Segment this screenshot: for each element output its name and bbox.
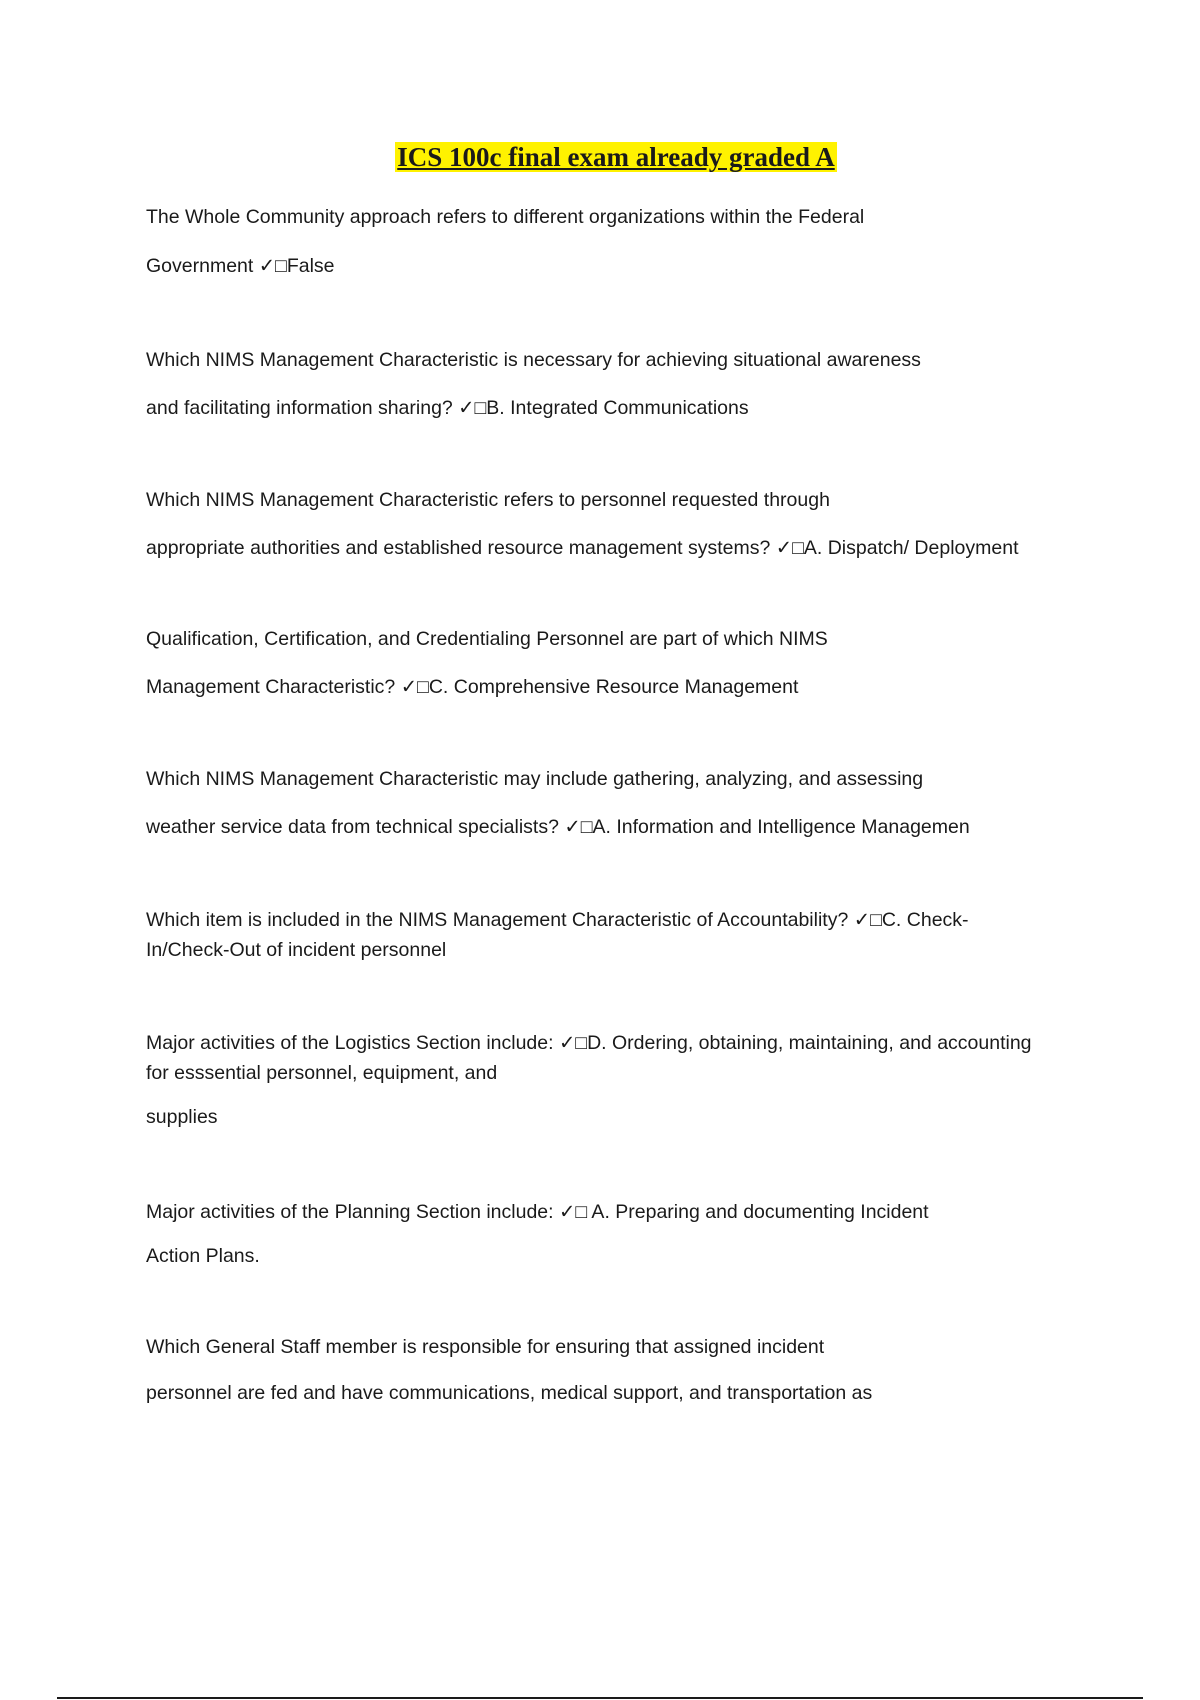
q1-line-1: The Whole Community approach refers to different organizations within the Federal <box>146 206 865 228</box>
q3-line-1: Which NIMS Management Characteristic refers to personnel requested through <box>146 489 830 511</box>
q4-line-1: Qualification, Certification, and Credentialing Personnel are part of which NIMS <box>146 628 828 650</box>
q7-line-3: supplies <box>146 1106 218 1128</box>
q8-line-1: Major activities of the Planning Section include: ✓□ A. Preparing and documenting Incident <box>146 1201 929 1223</box>
q6-line-1: Which item is included in the NIMS Management Characteristic of Accountability? ✓□C. Check- <box>146 909 969 931</box>
q4-line-2: Management Characteristic? ✓□C. Comprehensive Resource Management <box>146 676 799 698</box>
q7-line-2: for esssential personnel, equipment, and <box>146 1062 498 1084</box>
q5-line-2: weather service data from technical specialists? ✓□A. Information and Intelligence Managemen <box>146 816 970 838</box>
q9-line-2: personnel are fed and have communications, medical support, and transportation as <box>146 1382 873 1404</box>
q8-line-2: Action Plans. <box>146 1245 260 1267</box>
q5-line-1: Which NIMS Management Characteristic may include gathering, analyzing, and assessing <box>146 768 924 790</box>
q7-line-1: Major activities of the Logistics Section include: ✓□D. Ordering, obtaining, maintaining, and accounting <box>146 1032 1032 1054</box>
document-title: ICS 100c final exam already graded A <box>397 142 835 172</box>
q1-line-2: Government ✓□False <box>146 255 335 277</box>
q3-line-2: appropriate authorities and established resource management systems? ✓□A. Dispatch/ Deployment <box>146 537 1019 559</box>
document-title-wrapper <box>0 142 1200 173</box>
q6-line-2: In/Check-Out of incident personnel <box>146 939 447 961</box>
bottom-rule <box>57 1697 1143 1699</box>
q2-line-1: Which NIMS Management Characteristic is necessary for achieving situational awareness <box>146 349 921 371</box>
q9-line-1: Which General Staff member is responsible for ensuring that assigned incident <box>146 1336 825 1358</box>
q2-line-2: and facilitating information sharing? ✓□B. Integrated Communications <box>146 397 749 419</box>
